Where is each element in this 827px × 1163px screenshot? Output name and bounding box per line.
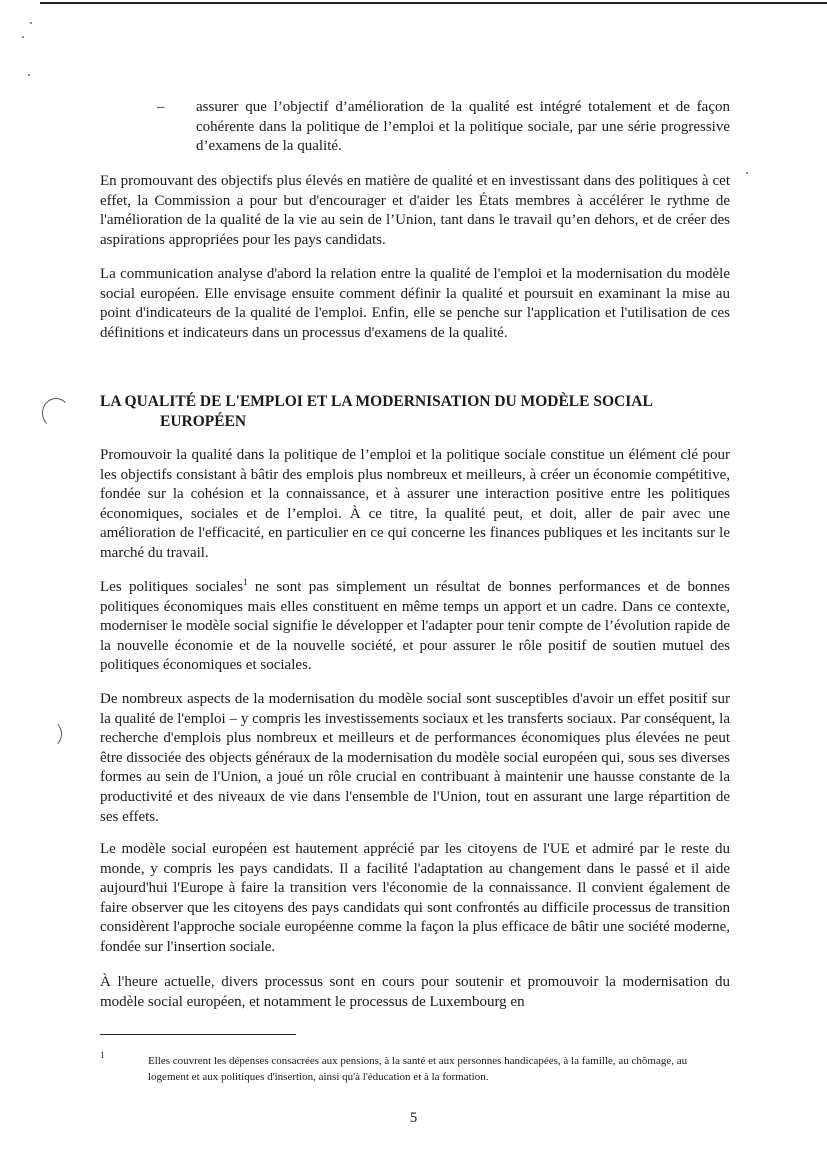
section-heading-line: LA QUALITÉ DE L'EMPLOI ET LA MODERNISATION DU MODÈLE SOCIAL	[100, 393, 653, 410]
footnote-text: Elles couvrent les dépenses consacrées aux pensions, à la santé et aux personnes handicapées, à la famille, au chômage, au logement et aux politiques d'insertion, ainsi qu'à l'éducation et à la formation.	[148, 1055, 688, 1083]
paragraph-rest: ne sont pas simplement un résultat de bonnes performances et de bonnes politiques économiques mais elles constituent en même temps un apport et un cadre. Dans ce contexte, moderniser le modèle social signifie le développer et l'adapter pour tenir compte de l’évolution rapide de la nouvelle économie et de la nouvelle société, et pour assurer le rôle positif de soutien mutuel des politiques économiques et sociales.	[100, 579, 730, 674]
footnote-mark: 1	[100, 1050, 105, 1060]
scan-speck	[28, 74, 30, 76]
footnote-reference[interactable]: 1	[243, 577, 248, 587]
top-border-line	[40, 2, 827, 4]
paragraph: Le modèle social européen est hautement apprécié par les citoyens de l'UE et admiré par le reste du monde, y compris les pays candidats. Il a facilité l'adaptation au changement dans le passé et il aide aujourd'hui l'Europe à faire la transition vers l'économie de la connaissance. Il convient également de faire observer que les citoyens des pays candidats qui sont confrontés au difficile processus de transition considèrent l'approche sociale européenne comme la façon la plus efficace de bâtir une société moderne, fondée sur l'insertion sociale.	[100, 841, 730, 955]
scan-speck	[30, 22, 32, 24]
bullet-item: assurer que l’objectif d’amélioration de la qualité est intégré totalement et de façon cohérente dans la politique de l’emploi et la politique sociale, par une série progressive d’examens de la qualité.	[196, 99, 730, 155]
binder-hole-mark	[36, 720, 62, 748]
scan-speck	[22, 36, 24, 38]
paragraph-start: Les politiques sociales	[100, 579, 244, 595]
paragraph: De nombreux aspects de la modernisation du modèle social sont susceptibles d'avoir un effet positif sur la qualité de l'emploi – y compris les investissements sociaux et les transferts sociaux. Par conséquent, la recherche d'emplois plus nombreux et meilleurs et de performances économiques plus élevées ne peut être dissociée des objects généraux de la modernisation du modèle social européen qui, sous ses diverses formes au sein de l'Union, a joué un rôle crucial en contribuant à maintenir une hausse constante de la productivité et des niveaux de vie dans l'ensemble de l'Union, tout en assurant une large répartition de ses effets.	[100, 691, 730, 825]
section-heading	[100, 392, 740, 432]
bullet-dash: –	[157, 99, 165, 115]
scan-speck	[746, 172, 748, 174]
paragraph: En promouvant des objectifs plus élevés en matière de qualité et en investissant dans des politiques à cet effet, la Commission a pour but d'encourager et d'aider les États membres à accélérer le rythme de l'amélioration de la qualité de la vie au sein de l’Union, tant dans le travail qu’en dehors, et de créer des aspirations appropriées pour les pays candidats.	[100, 173, 730, 248]
section-heading-line: EUROPÉEN	[160, 413, 247, 430]
paragraph: À l'heure actuelle, divers processus sont en cours pour soutenir et promouvoir la modernisation du modèle social européen, et notamment le processus de Luxembourg en	[100, 974, 730, 1010]
paragraph	[100, 578, 730, 676]
page-number: 5	[409, 1110, 418, 1126]
paragraph: La communication analyse d'abord la relation entre la qualité de l'emploi et la modernisation du modèle social européen. Elle envisage ensuite comment définir la qualité et poursuit en examinant la mise au point d'indicateurs de la qualité de l'emploi. Enfin, elle se penche sur l'application et l'utilisation de ces définitions et indicateurs dans un processus d'examens de la qualité.	[100, 266, 730, 341]
binder-hole-mark	[42, 398, 70, 428]
footnote-separator	[100, 1034, 296, 1035]
paragraph: Promouvoir la qualité dans la politique de l’emploi et la politique sociale constitue un élément clé pour les objectifs consistant à bâtir des emplois plus nombreux et meilleurs, à créer un économie compétitive, fondée sur la cohésion et la connaissance, et à assurer une interaction positive entre les politiques économiques, sociales et de l’emploi. À ce titre, la qualité peut, et doit, aller de pair avec une amélioration de l'efficacité, en particulier en ce qui concerne les finances publiques et les incitants sur le marché du travail.	[100, 447, 730, 561]
